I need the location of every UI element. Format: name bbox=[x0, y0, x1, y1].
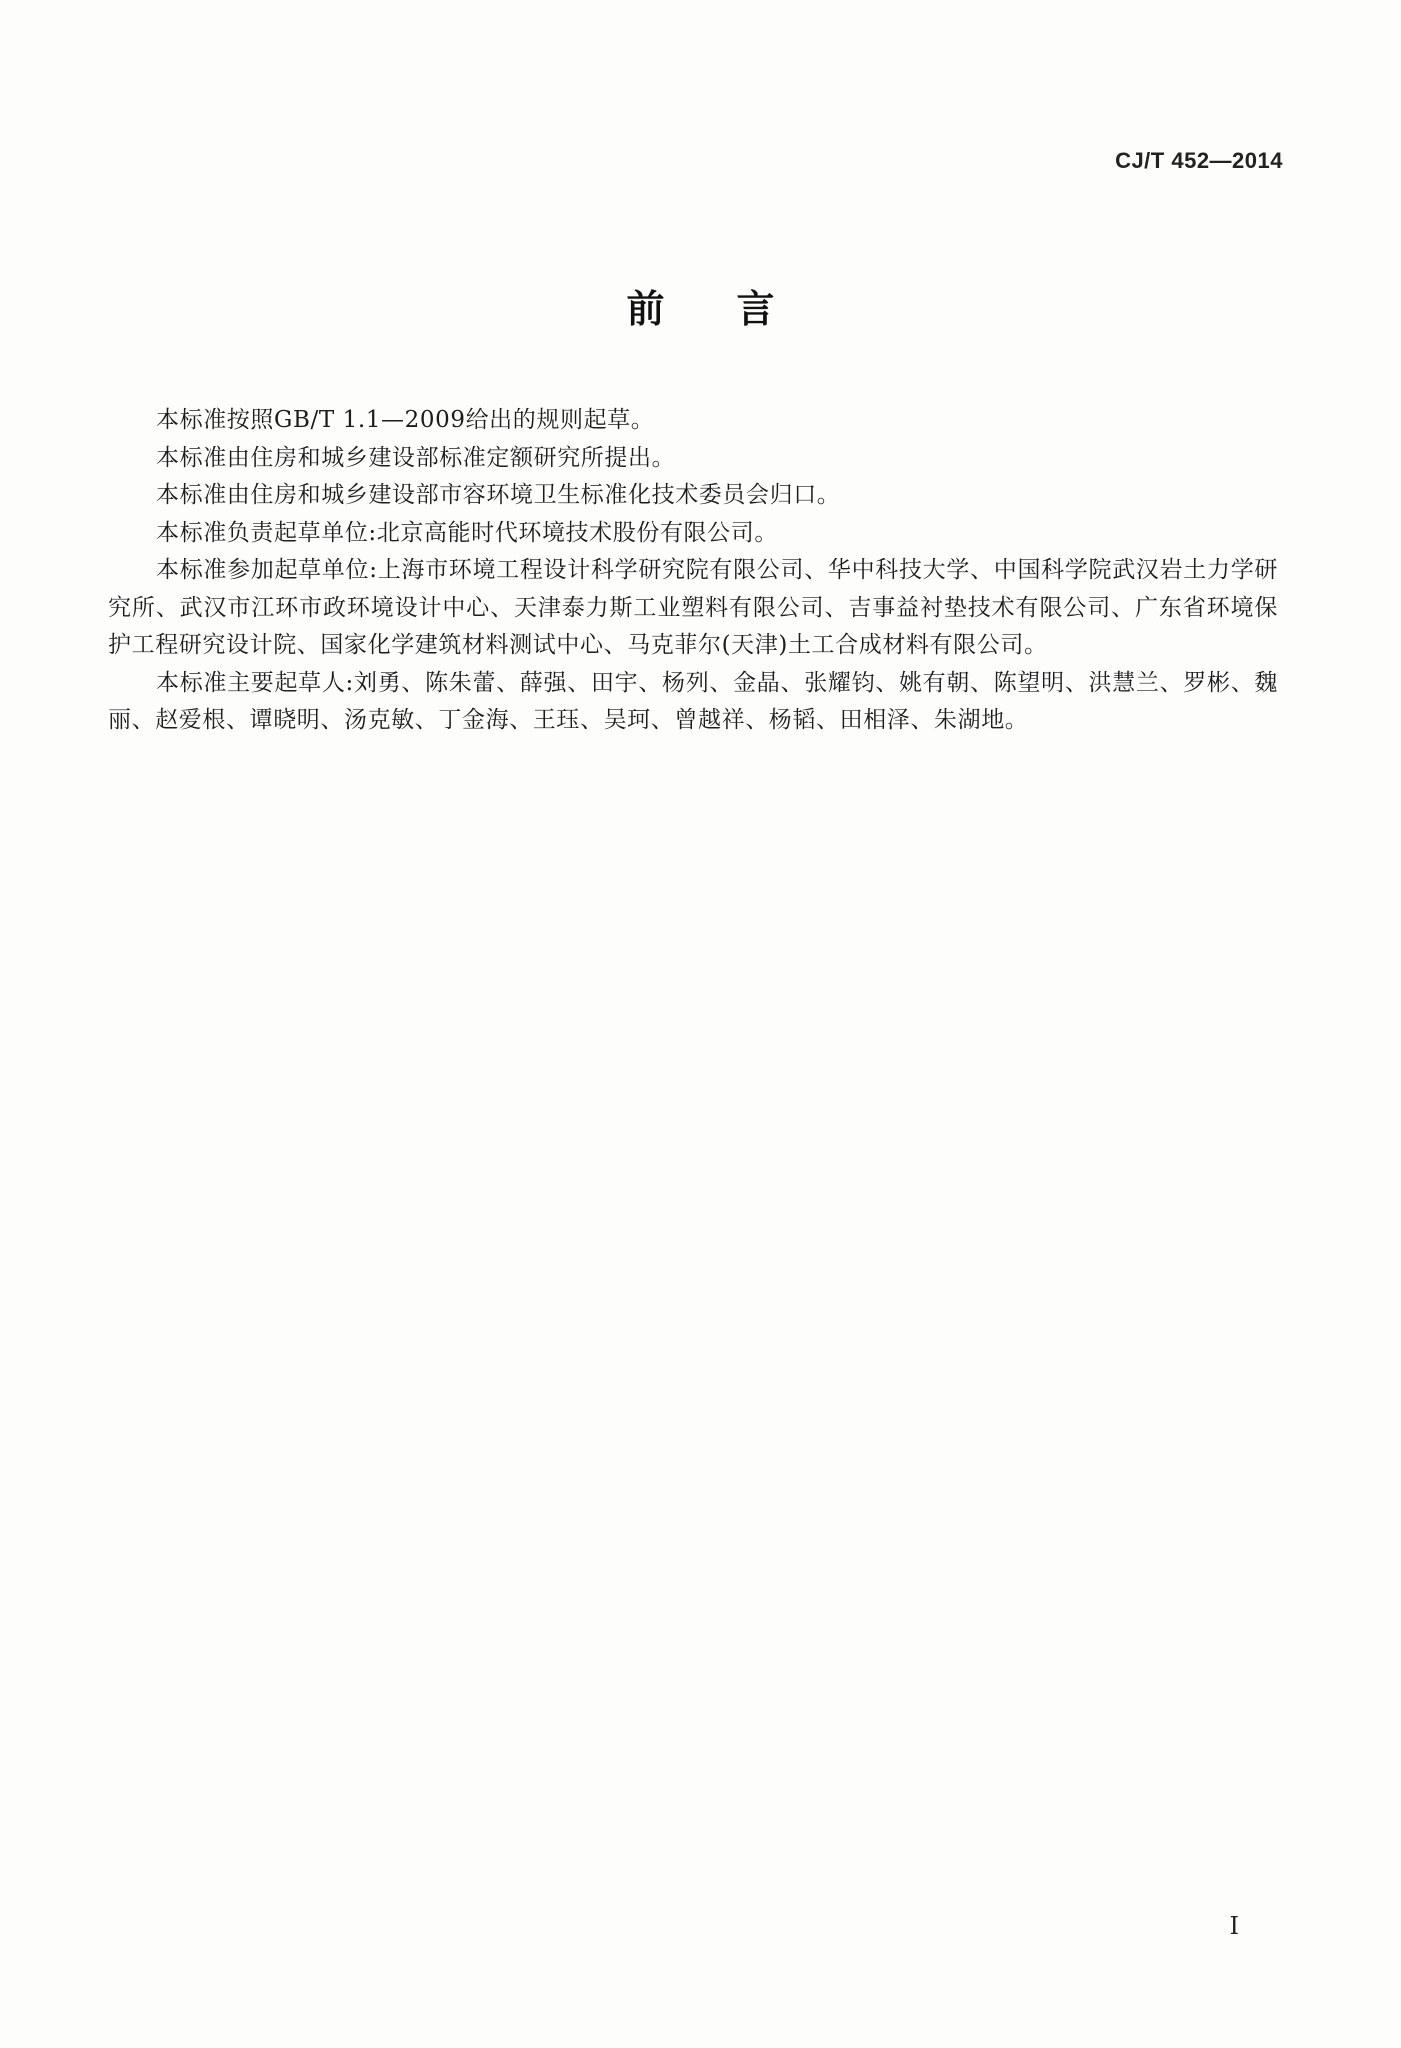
standard-code: CJ/T 452—2014 bbox=[1115, 148, 1283, 173]
paragraph-proposed-by: 本标准由住房和城乡建设部标准定额研究所提出。 bbox=[156, 444, 676, 471]
paragraph-lead-drafter: 本标准负责起草单位:北京高能时代环境技术股份有限公司。 bbox=[156, 519, 778, 546]
paragraph-main-drafters: 本标准主要起草人:刘勇、陈朱蕾、薛强、田宇、杨列、金晶、张耀钧、姚有朝、陈望明、洪慧兰、罗彬、魏丽、赵爱根、谭晓明、汤克敏、丁金海、王珏、吴珂、曾越祥、杨韬、田相泽、朱湖地。 bbox=[108, 669, 1278, 733]
paragraph-drafting-rules: 本标准按照GB/T 1.1—2009给出的规则起草。 bbox=[156, 407, 655, 433]
paragraph-participating-drafters: 本标准参加起草单位:上海市环境工程设计科学研究院有限公司、华中科技大学、中国科学院武汉岩土力学研究所、武汉市江环市政环境设计中心、天津泰力斯工业塑料有限公司、吉事益衬垫技术有限公司、广东省环境保护工程研究设计院、国家化学建筑材料测试中心、马克菲尔(天津)土工合成材料有限公司。 bbox=[108, 557, 1278, 658]
page-title: 前言 bbox=[626, 287, 847, 331]
foreword-body bbox=[108, 402, 1278, 740]
paragraph-administered-by: 本标准由住房和城乡建设部市容环境卫生标准化技术委员会归口。 bbox=[156, 482, 841, 508]
page-number: I bbox=[1229, 1912, 1239, 1940]
